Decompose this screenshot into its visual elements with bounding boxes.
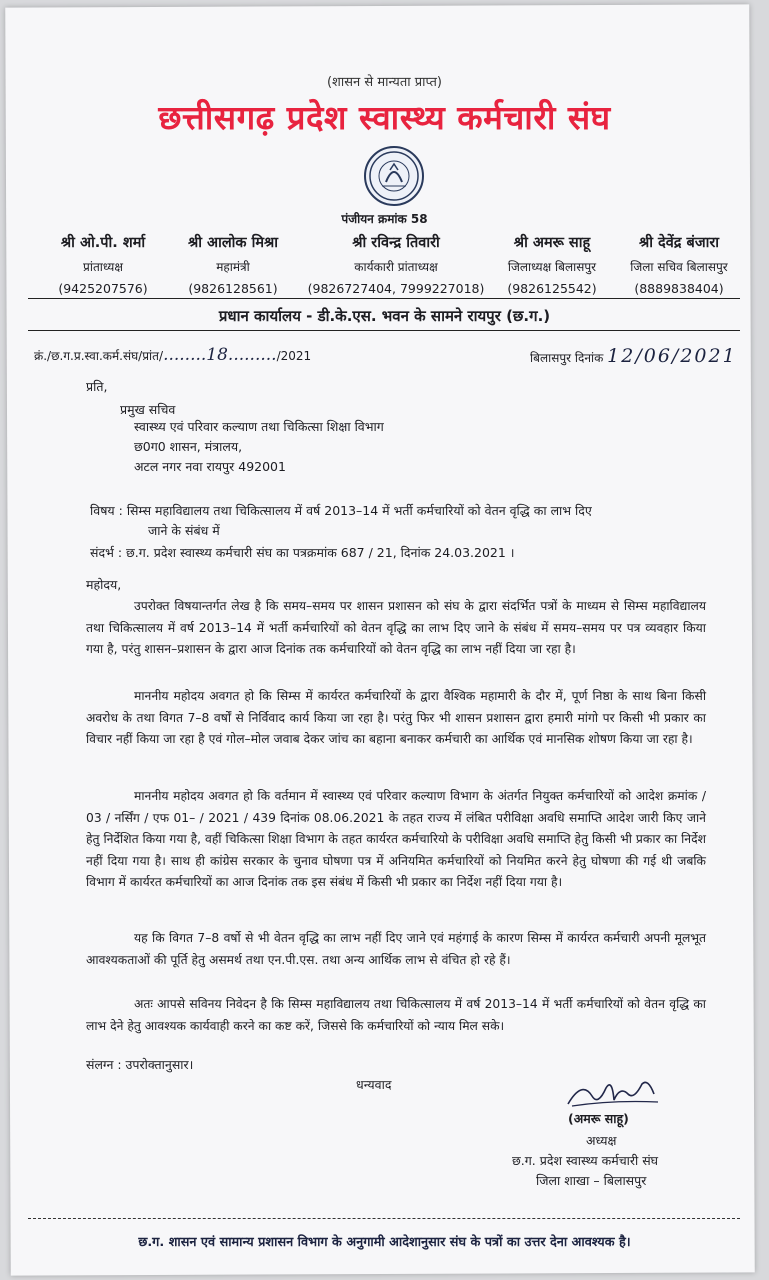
subject-line-1: विषय : सिम्स महाविद्यालय तथा चिकित्सालय में वर्ष 2013–14 में भर्ती कर्मचारियों को वेतन वृद्धि का लाभ दिए [90,503,592,518]
officer-name: श्री ओ.पी. शर्मा [60,235,146,251]
paragraph-5: अतः आपसे सविनय निवेदन है कि सिम्स महाविद्यालय तथा चिकित्सालय में वर्ष 2013–14 में भर्ती कर्मचारियों को वेतन वृद्धि का लाभ देने हेतु आवश्यक कार्यवाही करने का कष्ट करें, जिससे कि कर्मचारियों को न्याय मिल सके। [86,997,706,1033]
ref-prefix: क्रं./छ.ग.प्र.स्वा.कर्म.संघ/प्रांत/ [34,349,164,363]
officer-name: श्री देवेंद्र बंजारा [638,235,720,251]
officer-name: श्री आलोक मिश्रा [187,235,279,251]
officer-phone: (9826128561) [188,281,278,296]
officer-role: कार्यकारी प्रांताध्यक्ष [354,260,438,274]
subject-line-2: जाने के संबंध में [148,523,220,538]
officer-phone: (8889838404) [634,281,724,296]
salutation: महोदय, [86,577,122,592]
recipient-line: छ0ग0 शासन, मंत्रालय, [134,439,243,454]
ref-year: /2021 [276,349,312,363]
date-label: बिलासपुर दिनांक [530,351,604,365]
union-emblem-icon [364,146,424,206]
divider [28,1218,740,1219]
officer-name: श्री अमरू साहू [513,235,591,251]
paragraph-2: माननीय महोदय अवगत हो कि सिम्स में कार्यरत कर्मचारियों के द्वारा वैश्विक महामारी के दौर में, पूर्ण निष्ठा के साथ बिना किसी अवरोध के तथा विगत 7–8 वर्षों से निर्विवाद कार्य किया जा रहा है। परंतु फिर भी शासन प्रशासन द्वारा हमारी मांगो पर किसी भी प्रकार का विचार नहीं किया जा रहा है एवं गोल–मोल जवाब देकर जांच का बहाना बनाकर कर्मचारी का आर्थिक एवं मानसिक शोषण किया जा रहा है। [86,689,706,746]
officer-role: जिला सचिव बिलासपुर [630,260,728,274]
officer-phone: (9826125542) [507,281,597,296]
officer-2 [168,232,298,296]
divider [28,298,740,299]
recipient-line: प्रमुख सचिव [120,402,176,417]
officer-name: श्री रविन्द्र तिवारी [352,235,440,251]
footer-note: छ.ग. शासन एवं सामान्य प्रशासन विभाग के अनुगामी आदेशानुसार संघ के पत्रों का उत्तर देना आवश्यक है। [138,1235,631,1250]
officer-role: महामंत्री [216,260,250,274]
officer-phone: (9425207576) [58,281,148,296]
registration-number: पंजीयन क्रमांक 58 [341,212,428,226]
letter-date [530,345,737,367]
officer-4 [492,232,612,296]
recipient-line: स्वास्थ्य एवं परिवार कल्याण तथा चिकित्सा शिक्षा विभाग [134,419,384,434]
signatory-branch: जिला शाखा – बिलासपुर [536,1173,647,1188]
reference-line: संदर्भ : छ.ग. प्रदेश स्वास्थ्य कर्मचारी संघ का पत्रक्रमांक 687 / 21, दिनांक 24.03.2021 । [90,545,515,560]
paragraph-3: माननीय महोदय अवगत हो कि वर्तमान में स्वास्थ्य एवं परिवार कल्याण विभाग के अंतर्गत नियुक्त कर्मचारियों को आदेश क्रमांक / 03 / नर्सिंग / एफ 01– / 2021 / 439 दिनांक 08.06.2021 के तहत राज्य में लंबित परीविक्षा अवधि समाप्ति आदेश जारी किए जाने हेतु निर्देशित किया गया है, वहीं चिकित्सा शिक्षा विभाग के तहत कार्यरत कर्मचारियो के परीविक्षा अवधि समाप्ति हेतु किसी भी प्रकार का निर्देश नहीं दिया गया है। साथ ही कांग्रेस सरकार के चुनाव घोषणा पत्र में अनियमित कर्मचारियों को नियमित करने हेतु घोषणा की गई थी जबकि विभाग में कार्यरत कर्मचारियों का आज दिनांक तक इस संबंध में किसी भी प्रकार का निर्देश नहीं दिया गया है। [86,789,706,889]
officer-1 [38,232,168,296]
paragraph-4: यह कि विगत 7–8 वर्षो से भी वेतन वृद्धि का लाभ नहीं दिए जाने एवं महंगाई के कारण सिम्स में कार्यरत कर्मचारी अपनी मूलभूत आवश्यकताओं की पूर्ति हेतु असमर्थ तथा एन.पी.एस. तथा अन्य आर्थिक लाभ से वंचित हो रहे हैं। [86,931,706,967]
date-handwritten: 12/06/2021 [607,345,737,367]
officer-3 [306,232,486,296]
signatory-title: अध्यक्ष [586,1133,617,1148]
ref-handwritten-number: ........18......... [163,345,277,365]
officer-role: प्रांताध्यक्ष [83,260,123,274]
recipient-line: अटल नगर नवा रायपुर 492001 [134,459,286,474]
head-office: प्रधान कार्यालय - डी.के.एस. भवन के सामने रायपुर (छ.ग.) [218,307,551,325]
enclosure: संलग्न : उपरोक्तानुसार। [86,1057,194,1072]
reference-number [34,345,311,365]
organization-title: छत्तीसगढ़ प्रदेश स्वास्थ्य कर्मचारी संघ [158,98,611,137]
signatory-name: (अमरू साहू) [568,1111,629,1126]
to-label: प्रति, [86,379,108,394]
divider [28,330,740,331]
officer-phone: (9826727404, 7999227018) [307,281,485,296]
signatory-org: छ.ग. प्रदेश स्वास्थ्य कर्मचारी संघ [512,1153,659,1168]
paragraph-1: उपरोक्त विषयान्तर्गत लेख है कि समय–समय पर शासन प्रशासन को संघ के द्वारा संदर्भित पत्रों के माध्यम से सिम्स महाविद्यालय तथा चिकित्सालय में वर्ष 2013–14 में भर्ती कर्मचारियों को वेतन वृद्धि का लाभ दिए जाने के संबंध में समय–समय पर पत्र व्यवहार किया गया है, परंतु शासन–प्रशासन के द्वारा आज दिनांक तक कर्मचारियों को वेतन वृद्धि का लाभ नहीं दिया जा रहा है। [86,599,706,656]
officer-role: जिलाध्यक्ष बिलासपुर [507,260,597,274]
recognition-note: (शासन से मान्यता प्राप्त) [326,75,442,90]
officer-5 [614,232,744,296]
thanks: धन्यवाद [356,1077,392,1092]
